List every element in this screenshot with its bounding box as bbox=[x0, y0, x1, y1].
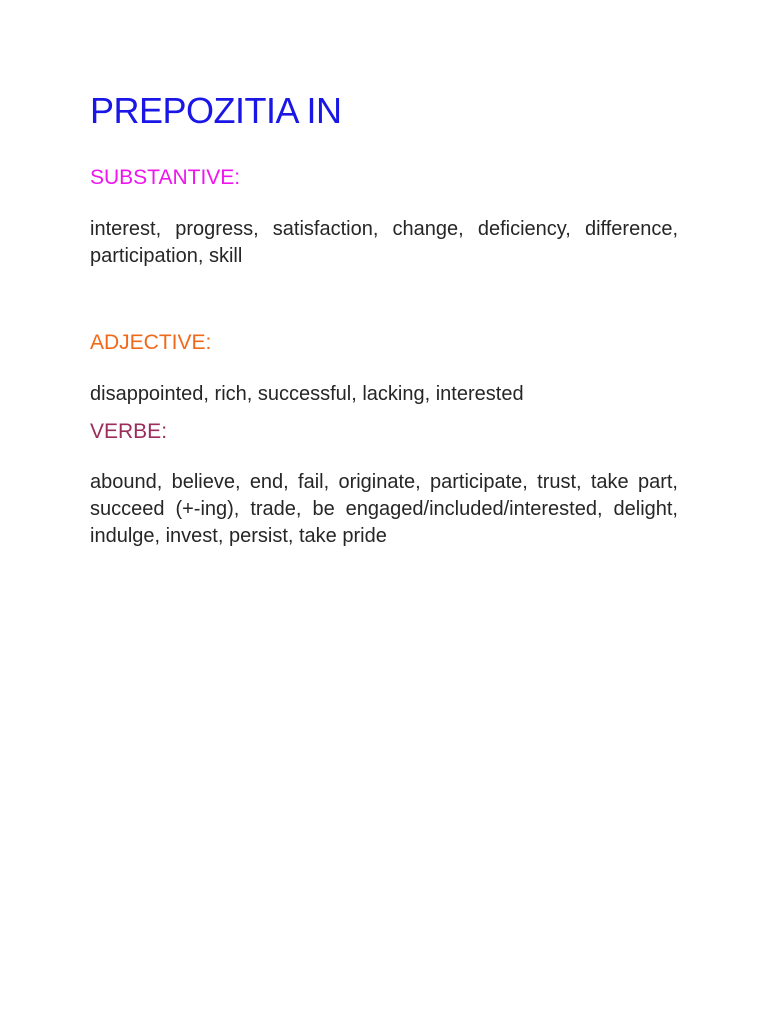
section-text-adjective: disappointed, rich, successful, lacking, interested bbox=[90, 383, 524, 405]
section-text-substantive: interest, progress, satisfaction, change, deficiency, difference, participation, skill bbox=[90, 218, 678, 267]
section-heading-substantive: SUBSTANTIVE: bbox=[90, 166, 241, 189]
section-heading-adjective: ADJECTIVE: bbox=[90, 331, 212, 354]
section-heading-verbe: VERBE: bbox=[90, 420, 168, 443]
page-title: PREPOZITIA IN bbox=[90, 90, 342, 131]
section-text-verbe: abound, believe, end, fail, originate, participate, trust, take part, succeed (+-ing), trade, be engaged/included/interested, delight, indulge, invest, persist, take pride bbox=[90, 471, 678, 547]
